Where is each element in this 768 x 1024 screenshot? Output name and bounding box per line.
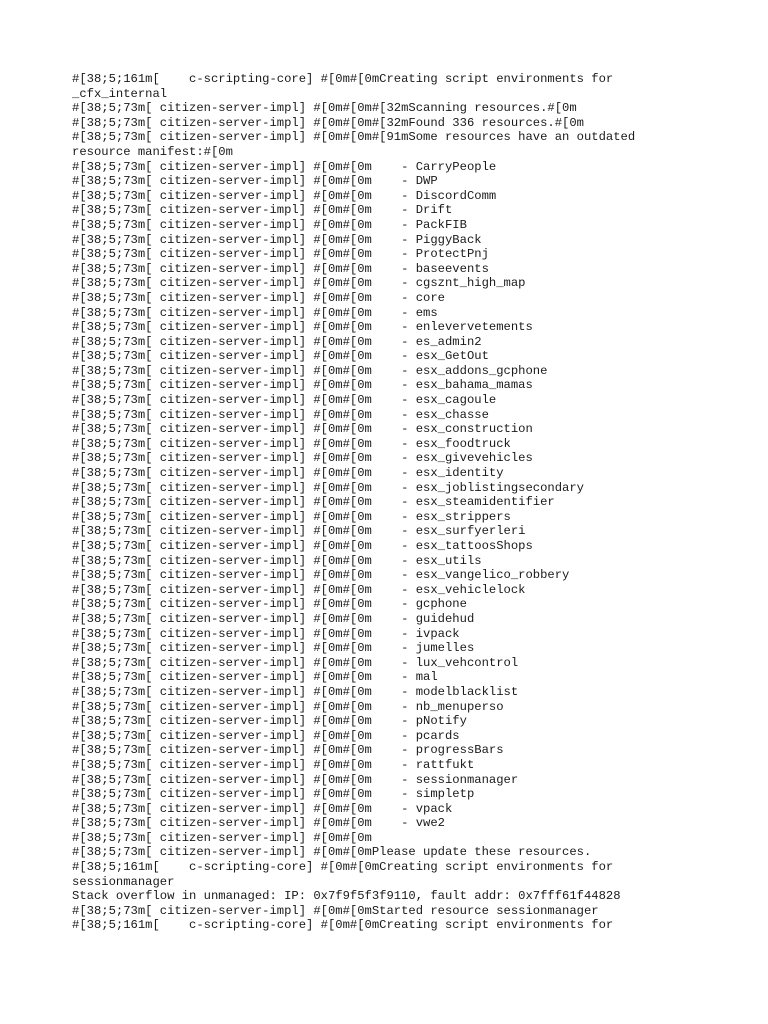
log-line: #[38;5;161m[ c-scripting-core] #[0m#[0mCreating script environments for [72, 918, 614, 933]
log-line: #[38;5;73m[ citizen-server-impl] #[0m#[0m - jumelles [72, 641, 475, 656]
log-line: #[38;5;73m[ citizen-server-impl] #[0m#[0m - ivpack [72, 626, 460, 641]
log-line: #[38;5;73m[ citizen-server-impl] #[0m#[0m - Drift [72, 203, 453, 218]
log-line: #[38;5;161m[ c-scripting-core] #[0m#[0mCreating script environments for [72, 860, 614, 875]
log-line: #[38;5;73m[ citizen-server-impl] #[0m#[0m#[91mSome resources have an outdated [72, 130, 636, 145]
log-line: #[38;5;73m[ citizen-server-impl] #[0m#[0m - pcards [72, 728, 460, 743]
log-line: #[38;5;73m[ citizen-server-impl] #[0m#[0m - DiscordComm [72, 188, 497, 203]
log-line: #[38;5;73m[ citizen-server-impl] #[0m#[0m - esx_utils [72, 553, 482, 568]
log-line: #[38;5;73m[ citizen-server-impl] #[0m#[0m - modelblacklist [72, 684, 519, 699]
log-line: #[38;5;73m[ citizen-server-impl] #[0m#[0m - esx_GetOut [72, 349, 489, 364]
log-line: Stack overflow in unmanaged: IP: 0x7f9f5f3f9110, fault addr: 0x7fff61f44828 [72, 889, 621, 904]
log-line: #[38;5;73m[ citizen-server-impl] #[0m#[0m - pNotify [72, 714, 467, 729]
log-line: #[38;5;73m[ citizen-server-impl] #[0m#[0m - esx_bahama_mamas [72, 378, 533, 393]
log-line: #[38;5;73m[ citizen-server-impl] #[0m#[0m - guidehud [72, 611, 475, 626]
log-line: #[38;5;73m[ citizen-server-impl] #[0m#[0m - cgsznt_high_map [72, 276, 526, 291]
log-line: #[38;5;73m[ citizen-server-impl] #[0m#[0m - PiggyBack [72, 232, 482, 247]
log-line: #[38;5;73m[ citizen-server-impl] #[0m#[0m - mal [72, 670, 438, 685]
log-document [72, 72, 692, 933]
log-line: #[38;5;73m[ citizen-server-impl] #[0m#[0m - es_admin2 [72, 334, 482, 349]
log-line: #[38;5;73m[ citizen-server-impl] #[0m#[0m - esx_steamidentifier [72, 495, 555, 510]
log-line: #[38;5;73m[ citizen-server-impl] #[0m#[0m - esx_vehiclelock [72, 582, 526, 597]
log-line: #[38;5;73m[ citizen-server-impl] #[0m#[0m - vpack [72, 801, 453, 816]
log-line: _cfx_internal [72, 86, 168, 101]
log-line: #[38;5;73m[ citizen-server-impl] #[0m#[0m - rattfukt [72, 757, 475, 772]
log-line: resource manifest:#[0m [72, 144, 233, 159]
log-line: #[38;5;73m[ citizen-server-impl] #[0m#[0m - sessionmanager [72, 772, 519, 787]
log-line: #[38;5;73m[ citizen-server-impl] #[0m#[0m - vwe2 [72, 816, 445, 831]
log-line: #[38;5;73m[ citizen-server-impl] #[0m#[0m - esx_strippers [72, 509, 511, 524]
log-line: #[38;5;73m[ citizen-server-impl] #[0m#[0m - esx_construction [72, 422, 533, 437]
log-line: #[38;5;73m[ citizen-server-impl] #[0m#[0m - esx_chasse [72, 407, 489, 422]
log-line: #[38;5;73m[ citizen-server-impl] #[0m#[0mStarted resource sessionmanager [72, 903, 599, 918]
log-line: #[38;5;73m[ citizen-server-impl] #[0m#[0m - esx_surfyerleri [72, 524, 526, 539]
log-line: #[38;5;73m[ citizen-server-impl] #[0m#[0m - PackFIB [72, 217, 467, 232]
log-line: #[38;5;73m[ citizen-server-impl] #[0m#[0m - ems [72, 305, 438, 320]
log-line: #[38;5;73m[ citizen-server-impl] #[0m#[0m - nb_menuperso [72, 699, 504, 714]
log-line: #[38;5;73m[ citizen-server-impl] #[0m#[0m - esx_cagoule [72, 393, 497, 408]
log-line: #[38;5;73m[ citizen-server-impl] #[0m#[0m [72, 830, 372, 845]
log-line: #[38;5;73m[ citizen-server-impl] #[0m#[0m - esx_identity [72, 466, 504, 481]
log-line: #[38;5;73m[ citizen-server-impl] #[0m#[0m - simpletp [72, 787, 475, 802]
log-line: #[38;5;73m[ citizen-server-impl] #[0m#[0m - ProtectPnj [72, 247, 489, 262]
log-line: #[38;5;73m[ citizen-server-impl] #[0m#[0m - esx_vangelico_robbery [72, 568, 570, 583]
log-line: #[38;5;73m[ citizen-server-impl] #[0m#[0m - enlevervetements [72, 320, 533, 335]
log-line: #[38;5;73m[ citizen-server-impl] #[0m#[0m - esx_givevehicles [72, 451, 533, 466]
log-line: #[38;5;161m[ c-scripting-core] #[0m#[0mCreating script environments for [72, 72, 614, 86]
log-line: #[38;5;73m[ citizen-server-impl] #[0m#[0m#[32mScanning resources.#[0m [72, 101, 577, 116]
log-line: #[38;5;73m[ citizen-server-impl] #[0m#[0m - esx_addons_gcphone [72, 363, 548, 378]
log-line: #[38;5;73m[ citizen-server-impl] #[0m#[0m#[32mFound 336 resources.#[0m [72, 115, 584, 130]
log-line: #[38;5;73m[ citizen-server-impl] #[0m#[0mPlease update these resources. [72, 845, 592, 860]
log-line: #[38;5;73m[ citizen-server-impl] #[0m#[0m - esx_foodtruck [72, 436, 511, 451]
log-line: #[38;5;73m[ citizen-server-impl] #[0m#[0m - CarryPeople [72, 159, 497, 174]
log-line: #[38;5;73m[ citizen-server-impl] #[0m#[0m - baseevents [72, 261, 489, 276]
log-line: #[38;5;73m[ citizen-server-impl] #[0m#[0m - lux_vehcontrol [72, 655, 519, 670]
log-line: #[38;5;73m[ citizen-server-impl] #[0m#[0m - esx_tattoosShops [72, 539, 533, 553]
log-line: sessionmanager [72, 874, 175, 889]
log-line: #[38;5;73m[ citizen-server-impl] #[0m#[0m - core [72, 290, 445, 305]
log-line: #[38;5;73m[ citizen-server-impl] #[0m#[0m - gcphone [72, 597, 467, 612]
log-line: #[38;5;73m[ citizen-server-impl] #[0m#[0m - progressBars [72, 743, 504, 758]
log-line: #[38;5;73m[ citizen-server-impl] #[0m#[0m - DWP [72, 174, 438, 189]
log-line: #[38;5;73m[ citizen-server-impl] #[0m#[0m - esx_joblistingsecondary [72, 480, 584, 495]
